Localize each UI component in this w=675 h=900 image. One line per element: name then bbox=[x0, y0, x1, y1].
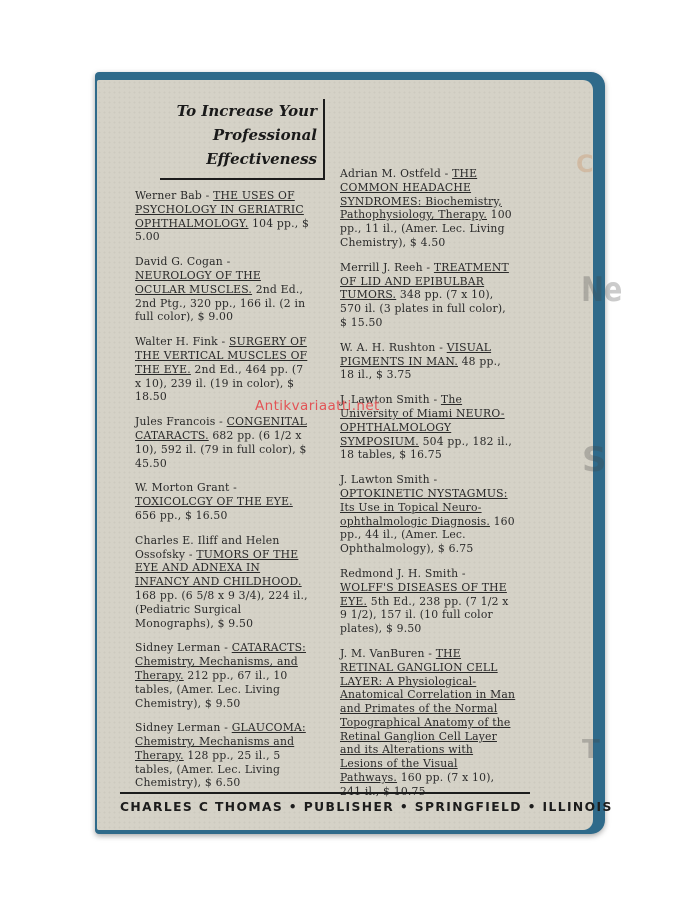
entry-details: 160 pp., 44 il., (Amer. Lec. Ophthalmology), $ 6.75 bbox=[340, 514, 515, 556]
book-list-right bbox=[340, 167, 516, 810]
entry-details: 682 pp. (6 1/2 x 10), 592 il. (79 in full color), $ 45.50 bbox=[135, 428, 307, 470]
show-through-letter: Ne bbox=[581, 270, 623, 310]
entry-author: W. Morton Grant - bbox=[135, 481, 238, 495]
book-entry bbox=[135, 255, 310, 324]
book-entry bbox=[340, 567, 516, 636]
entry-title: WOLFF'S DISEASES OF THE EYE. bbox=[340, 580, 507, 608]
entry-title: OPTOKINETIC NYSTAGMUS: Its Use in Topical Neuro-ophthalmologic Diagnosis. bbox=[340, 486, 508, 528]
watermark-text: Antikvariaatti.net bbox=[255, 398, 380, 414]
entry-author: Merrill J. Reeh - bbox=[340, 260, 434, 274]
book-entry bbox=[135, 721, 310, 790]
entry-details: 656 pp., $ 16.50 bbox=[135, 508, 228, 522]
entry-details: 168 pp. (6 5/8 x 9 3/4), 224 il., (Pediatric Surgical Monographs), $ 9.50 bbox=[135, 588, 308, 630]
entry-title: GLAUCOMA: Chemistry, Mechanisms and Therapy. bbox=[135, 721, 306, 762]
entry-title: SURGERY OF THE VERTICAL MUSCLES OF THE EYE. bbox=[135, 335, 308, 376]
entry-author: W. A. H. Rushton - bbox=[340, 340, 447, 354]
entry-title: NEUROLOGY OF THE OCULAR MUSCLES. bbox=[135, 268, 261, 296]
entry-title: THE RETINAL GANGLION CELL LAYER: A Physiological-Anatomical Correlation in Man and Primates of the Normal Topographical Anatomy of the Retinal Ganglion Cell Layer and its Alterations with Lesions of the Visual Pathways. bbox=[340, 646, 516, 785]
entry-author: Werner Bab - bbox=[135, 189, 214, 202]
entry-details: 160 pp. (7 x 10), 241 il., $ 10.75 bbox=[340, 771, 495, 798]
book-entry bbox=[340, 647, 516, 799]
entry-details: 128 pp., 25 il., 5 tables, (Amer. Lec. Living Chemistry), $ 6.50 bbox=[135, 748, 281, 790]
promo-line: To Increase Your bbox=[176, 102, 317, 120]
entry-author: David G. Cogan - bbox=[135, 255, 231, 269]
entry-title: TUMORS OF THE EYE AND ADNEXA IN INFANCY AND CHILDHOOD. bbox=[135, 547, 302, 589]
entry-title: The University of Miami NEURO-OPHTHALMOLOGY SYMPOSIUM. bbox=[340, 393, 505, 448]
entry-author: Charles E. Iliff and Helen Ossofsky - bbox=[135, 533, 280, 561]
show-through-letter: T bbox=[582, 735, 600, 765]
book-entry bbox=[135, 415, 310, 470]
entry-title: CONGENITAL CATARACTS. bbox=[135, 415, 307, 442]
book-entry bbox=[135, 534, 310, 631]
entry-details: 100 pp., 11 il., (Amer. Lec. Living Chemistry), $ 4.50 bbox=[340, 208, 512, 249]
book-entry bbox=[340, 473, 516, 556]
entry-title: VISUAL PIGMENTS IN MAN. bbox=[340, 340, 492, 368]
book-entry bbox=[340, 341, 516, 382]
entry-title: THE COMMON HEADACHE SYNDROMES: Biochemistry, Pathophysiology, Therapy. bbox=[340, 167, 502, 222]
entry-author: Redmond J. H. Smith - bbox=[340, 566, 466, 580]
entry-title: TREATMENT OF LID AND EPIBULBAR TUMORS. bbox=[340, 260, 509, 302]
publisher-line: CHARLES C THOMAS • PUBLISHER • SPRINGFIELD • ILLINOIS bbox=[120, 792, 530, 814]
entry-author: Sidney Lerman - bbox=[135, 721, 232, 735]
entry-author: J. Lawton Smith - bbox=[340, 473, 438, 487]
promo-line: Professional bbox=[212, 126, 317, 144]
entry-details: 504 pp., 182 il., 18 tables, $ 16.75 bbox=[340, 434, 512, 462]
entry-author: Walter H. Fink - bbox=[135, 335, 230, 349]
entry-details: 104 pp., $ 5.00 bbox=[135, 216, 310, 244]
entry-author: J. Lawton Smith - bbox=[340, 393, 441, 407]
entry-details: 5th Ed., 238 pp. (7 1/2 x 9 1/2), 157 il. (10 full color plates), $ 9.50 bbox=[340, 594, 509, 636]
entry-details: 48 pp., 18 il., $ 3.75 bbox=[340, 354, 501, 382]
book-entry bbox=[340, 167, 516, 250]
entry-author: J. M. VanBuren - bbox=[340, 646, 436, 660]
book-list-left bbox=[135, 189, 310, 801]
promo-line: Effectiveness bbox=[206, 150, 317, 168]
promo-box bbox=[160, 99, 325, 180]
book-entry bbox=[135, 189, 310, 244]
entry-details: 348 pp. (7 x 10), 570 il. (3 plates in full color), $ 15.50 bbox=[340, 288, 506, 329]
entry-title: TOXICOLCGY OF THE EYE. bbox=[135, 495, 293, 509]
entry-author: Adrian M. Ostfeld - bbox=[340, 167, 453, 180]
entry-details: 2nd Ed., 464 pp. (7 x 10), 239 il. (19 in color), $ 18.50 bbox=[135, 362, 304, 404]
entry-title: CATARACTS: Chemistry, Mechanisms, and Therapy. bbox=[135, 641, 307, 682]
entry-details: 212 pp., 67 il., 10 tables, (Amer. Lec. Living Chemistry), $ 9.50 bbox=[135, 668, 288, 710]
book-entry bbox=[135, 335, 310, 404]
book-entry bbox=[135, 641, 310, 710]
show-through-letter: S bbox=[582, 440, 607, 480]
entry-author: Jules Francois - bbox=[135, 415, 227, 429]
entry-title: THE USES OF PSYCHOLOGY IN GERIATRIC OPHTHALMOLOGY. bbox=[135, 189, 304, 230]
book-entry bbox=[340, 261, 516, 330]
show-through-letter: C bbox=[576, 150, 594, 178]
entry-author: Sidney Lerman - bbox=[135, 641, 232, 655]
book-entry bbox=[135, 481, 310, 522]
entry-details: 2nd Ed., 2nd Ptg., 320 pp., 166 il. (2 in full color), $ 9.00 bbox=[135, 282, 306, 324]
